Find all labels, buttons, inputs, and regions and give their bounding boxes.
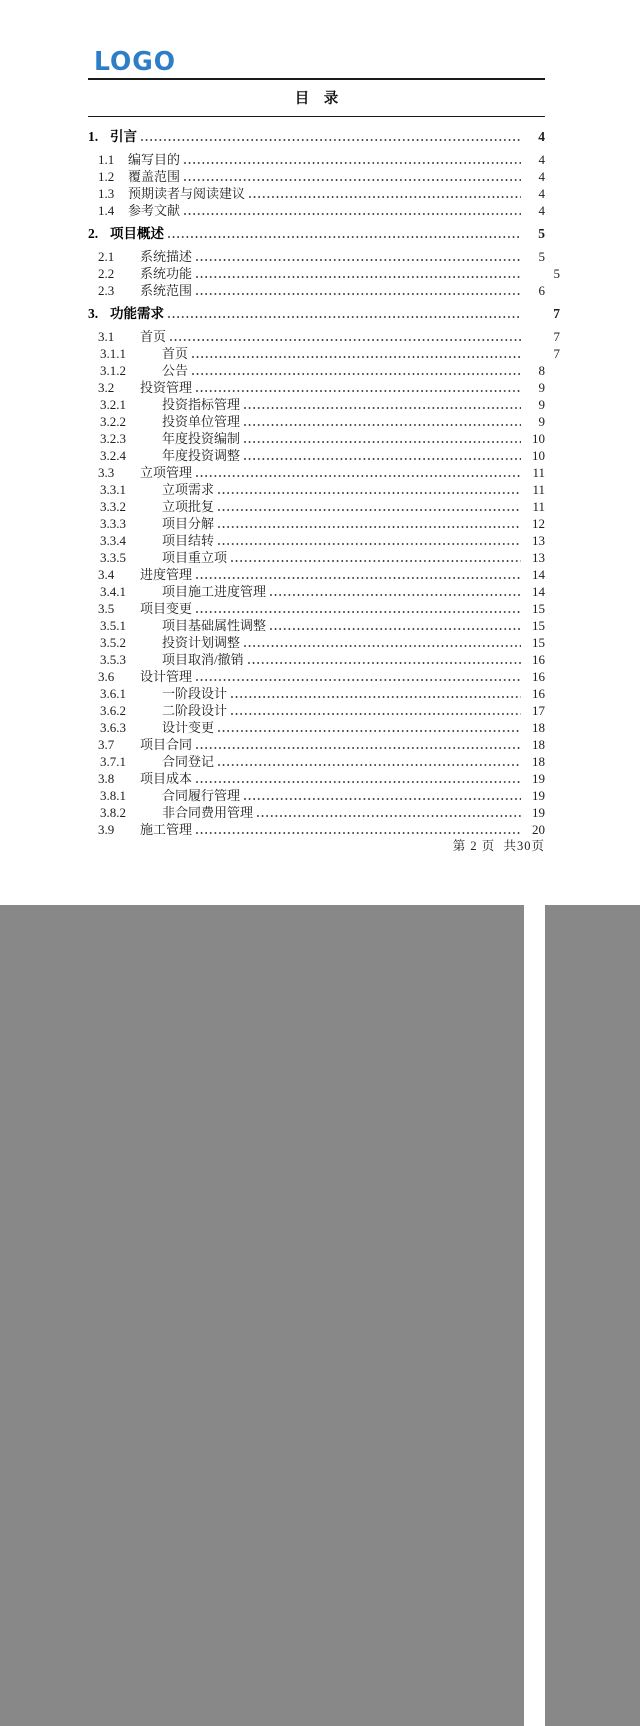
toc-entry-number: 3.2.4 bbox=[100, 448, 126, 463]
toc-dot-leader bbox=[166, 328, 524, 345]
toc-page-number: 14 bbox=[524, 566, 545, 1471]
toc-entry-title: 系统描述 bbox=[140, 249, 193, 264]
toc-entry-title: 年度投资调整 bbox=[162, 448, 241, 463]
toc-entry[interactable] bbox=[88, 345, 560, 362]
toc-entry[interactable] bbox=[88, 770, 545, 787]
toc-page-number: 5 bbox=[524, 248, 545, 1153]
toc-entry-title: 一阶段设计 bbox=[162, 686, 228, 701]
toc-entry-title: 项目重立项 bbox=[162, 550, 228, 565]
toc-entry-number: 1. bbox=[88, 129, 99, 144]
toc-entry[interactable] bbox=[88, 225, 545, 242]
toc-entry[interactable] bbox=[88, 549, 545, 566]
toc-title: 目 录 bbox=[294, 91, 339, 107]
toc-page-number: 7 bbox=[524, 328, 545, 1233]
toc-dot-leader bbox=[240, 430, 524, 447]
toc-entry[interactable] bbox=[88, 515, 545, 532]
toc-entry-number: 2.1 bbox=[98, 249, 115, 264]
toc-entry-number: 3.5.2 bbox=[100, 635, 126, 650]
toc-page-number: 11 bbox=[524, 464, 545, 1369]
toc-dot-leader bbox=[266, 617, 524, 634]
toc-entry-number: 1.1 bbox=[98, 152, 115, 167]
toc-entry-title: 项目成本 bbox=[140, 771, 193, 786]
toc-entry-title: 二阶段设计 bbox=[162, 703, 228, 718]
toc-entry-number: 3.6 bbox=[98, 669, 115, 684]
toc-dot-leader bbox=[188, 345, 524, 362]
toc-dot-leader bbox=[266, 583, 524, 600]
toc-entry-title: 项目施工进度管理 bbox=[162, 584, 267, 599]
toc-entry-title: 覆盖范围 bbox=[128, 169, 181, 184]
toc-entry-number: 3.1.1 bbox=[100, 346, 126, 361]
toc-entry-number: 3.7 bbox=[98, 737, 115, 752]
toc-entry[interactable] bbox=[88, 566, 545, 583]
toc-dot-leader bbox=[192, 265, 524, 282]
toc-dot-leader bbox=[214, 498, 524, 515]
toc-entry-number: 3.6.1 bbox=[100, 686, 126, 701]
toc-dot-leader bbox=[180, 168, 524, 185]
toc-entry[interactable] bbox=[88, 328, 560, 345]
toc-entry-number: 3.2 bbox=[98, 380, 115, 395]
toc-entry-title: 预期读者与阅读建议 bbox=[128, 186, 246, 201]
toc-entry-number: 3.8.1 bbox=[100, 788, 126, 803]
toc-entry-number: 3.3.4 bbox=[100, 533, 126, 548]
toc-page-number: 14 bbox=[524, 583, 545, 1488]
toc-entry-number: 3.6.3 bbox=[100, 720, 126, 735]
toc-entry-title: 设计变更 bbox=[162, 720, 215, 735]
toc-page-number: 8 bbox=[524, 362, 545, 1267]
toc-entry-title: 进度管理 bbox=[140, 567, 193, 582]
toc-dot-leader bbox=[192, 248, 524, 265]
toc-page-number: 13 bbox=[524, 532, 545, 1437]
toc-page-number: 16 bbox=[524, 668, 545, 1573]
toc-entry-title: 项目变更 bbox=[140, 601, 193, 616]
toc-entry-title: 系统功能 bbox=[140, 266, 193, 281]
toc-entry[interactable] bbox=[88, 185, 545, 202]
toc-entry-title: 立项需求 bbox=[162, 482, 215, 497]
toc-entry-number: 3.2.2 bbox=[100, 414, 126, 429]
toc-page-number: 9 bbox=[524, 379, 545, 1284]
toc-page-number: 12 bbox=[524, 515, 545, 1420]
toc-entry-title: 合同履行管理 bbox=[162, 788, 241, 803]
toc-entry[interactable] bbox=[88, 168, 545, 185]
toc-entry[interactable] bbox=[88, 379, 545, 396]
toc-entry-title: 非合同费用管理 bbox=[162, 805, 254, 820]
toc-entry[interactable] bbox=[88, 532, 545, 549]
toc-page-number: 19 bbox=[524, 770, 545, 1675]
toc-entry-number: 3.8.2 bbox=[100, 805, 126, 820]
toc-dot-leader bbox=[214, 515, 524, 532]
toc-page-number: 19 bbox=[524, 804, 545, 1709]
toc-entry-title: 年度投资编制 bbox=[162, 431, 241, 446]
toc-entry-number: 3.3.3 bbox=[100, 516, 126, 531]
toc-entry-title: 首页 bbox=[162, 346, 189, 361]
toc-dot-leader bbox=[227, 549, 524, 566]
toc-list bbox=[88, 128, 560, 838]
toc-entry[interactable] bbox=[88, 265, 560, 282]
toc-dot-leader bbox=[180, 202, 524, 219]
toc-entry-title: 投资管理 bbox=[140, 380, 193, 395]
toc-dot-leader bbox=[214, 532, 524, 549]
toc-entry-title: 设计管理 bbox=[140, 669, 193, 684]
toc-entry[interactable] bbox=[88, 282, 545, 299]
toc-entry-title: 投资单位管理 bbox=[162, 414, 241, 429]
toc-entry-title: 项目基础属性调整 bbox=[162, 618, 267, 633]
toc-page-number: 16 bbox=[524, 651, 545, 1556]
toc-entry[interactable] bbox=[88, 248, 545, 265]
company-logo: LOGO bbox=[94, 46, 177, 76]
toc-dot-leader bbox=[164, 305, 524, 322]
toc-entry[interactable] bbox=[88, 617, 545, 634]
toc-entry[interactable] bbox=[88, 787, 545, 804]
toc-page-number: 7 bbox=[524, 305, 545, 1210]
toc-page-number: 17 bbox=[524, 702, 545, 1607]
toc-entry-title: 项目合同 bbox=[140, 737, 193, 752]
toc-dot-leader bbox=[240, 634, 524, 651]
toc-page-number: 18 bbox=[524, 736, 545, 1641]
toc-page-number: 5 bbox=[524, 265, 545, 1170]
toc-entry-title: 系统范围 bbox=[140, 283, 193, 298]
toc-entry-title: 编写目的 bbox=[128, 152, 181, 167]
toc-entry[interactable] bbox=[88, 634, 545, 651]
toc-entry[interactable] bbox=[88, 804, 545, 821]
toc-page-number: 4 bbox=[524, 202, 545, 1107]
toc-entry-number: 3.2.3 bbox=[100, 431, 126, 446]
toc-page-number: 11 bbox=[524, 481, 545, 1386]
toc-page-number: 7 bbox=[524, 345, 545, 1250]
toc-entry-title: 功能需求 bbox=[110, 306, 164, 321]
toc-dot-leader bbox=[227, 702, 524, 719]
toc-dot-leader bbox=[180, 151, 524, 168]
toc-entry[interactable] bbox=[88, 128, 545, 145]
toc-entry[interactable] bbox=[88, 719, 545, 736]
content-area bbox=[88, 0, 560, 838]
toc-entry-number: 3.8 bbox=[98, 771, 115, 786]
toc-entry[interactable] bbox=[88, 305, 560, 322]
toc-page-number: 4 bbox=[524, 168, 545, 1073]
toc-entry-title: 项目分解 bbox=[162, 516, 215, 531]
toc-entry-number: 2.2 bbox=[98, 266, 115, 281]
toc-dot-leader bbox=[214, 719, 524, 736]
toc-entry[interactable] bbox=[88, 600, 545, 617]
toc-dot-leader bbox=[192, 736, 524, 753]
toc-entry-number: 1.2 bbox=[98, 169, 115, 184]
toc-entry-title: 项目概述 bbox=[110, 226, 164, 241]
toc-entry-title: 项目取消/撤销 bbox=[162, 652, 244, 667]
toc-page-number: 5 bbox=[524, 225, 545, 1130]
toc-entry[interactable] bbox=[88, 151, 545, 168]
toc-entry-number: 3.1.2 bbox=[100, 363, 126, 378]
toc-dot-leader bbox=[192, 600, 524, 617]
toc-entry-number: 2.3 bbox=[98, 283, 115, 298]
toc-entry-number: 3.5.3 bbox=[100, 652, 126, 667]
toc-dot-leader bbox=[253, 804, 524, 821]
toc-dot-leader bbox=[192, 464, 524, 481]
toc-entry[interactable] bbox=[88, 430, 545, 447]
toc-entry[interactable] bbox=[88, 668, 545, 685]
toc-dot-leader bbox=[240, 447, 524, 464]
toc-page-number: 10 bbox=[524, 447, 545, 1352]
toc-entry-title: 投资计划调整 bbox=[162, 635, 241, 650]
toc-entry-number: 3.2.1 bbox=[100, 397, 126, 412]
toc-entry-title: 项目结转 bbox=[162, 533, 215, 548]
toc-entry[interactable] bbox=[88, 413, 545, 430]
toc-entry[interactable] bbox=[88, 481, 545, 498]
toc-dot-leader bbox=[240, 787, 524, 804]
toc-entry-title: 立项批复 bbox=[162, 499, 215, 514]
toc-page-number: 19 bbox=[524, 787, 545, 1692]
toc-dot-leader bbox=[192, 282, 524, 299]
toc-dot-leader bbox=[245, 185, 524, 202]
toc-entry-title: 参考文献 bbox=[128, 203, 181, 218]
toc-page-number: 18 bbox=[524, 719, 545, 1624]
toc-entry-number: 3.5 bbox=[98, 601, 115, 616]
toc-page-number: 13 bbox=[524, 549, 545, 1454]
toc-entry-number: 3.3.2 bbox=[100, 499, 126, 514]
toc-entry[interactable] bbox=[88, 396, 545, 413]
toc-entry[interactable] bbox=[88, 202, 545, 219]
toc-page-number: 4 bbox=[524, 151, 545, 1056]
toc-entry-number: 1.3 bbox=[98, 186, 115, 201]
toc-entry-number: 3.3.5 bbox=[100, 550, 126, 565]
toc-entry-number: 3. bbox=[88, 306, 99, 321]
toc-page-number: 20 bbox=[524, 821, 545, 1726]
toc-page-number: 4 bbox=[524, 128, 545, 1033]
toc-entry-title: 合同登记 bbox=[162, 754, 215, 769]
toc-entry-title: 首页 bbox=[140, 329, 167, 344]
toc-entry[interactable] bbox=[88, 736, 545, 753]
toc-dot-leader bbox=[192, 379, 524, 396]
toc-title-rule bbox=[88, 116, 545, 117]
toc-page-number: 11 bbox=[524, 498, 545, 1403]
toc-page-number: 9 bbox=[524, 396, 545, 1301]
toc-entry[interactable] bbox=[88, 498, 545, 515]
toc-dot-leader bbox=[240, 413, 524, 430]
toc-entry-number: 3.3.1 bbox=[100, 482, 126, 497]
toc-dot-leader bbox=[240, 396, 524, 413]
toc-dot-leader bbox=[188, 362, 524, 379]
toc-page-number: 4 bbox=[524, 185, 545, 1090]
toc-dot-leader bbox=[214, 481, 524, 498]
toc-page-number: 15 bbox=[524, 634, 545, 1539]
toc-page-number: 9 bbox=[524, 413, 545, 1318]
toc-entry-number: 3.6.2 bbox=[100, 703, 126, 718]
toc-dot-leader bbox=[192, 770, 524, 787]
toc-entry-title: 投资指标管理 bbox=[162, 397, 241, 412]
toc-dot-leader bbox=[137, 128, 524, 145]
toc-entry[interactable] bbox=[88, 702, 545, 719]
toc-entry-number: 3.1 bbox=[98, 329, 115, 344]
toc-entry-number: 3.4 bbox=[98, 567, 115, 582]
toc-entry[interactable] bbox=[88, 651, 545, 668]
toc-entry-number: 3.5.1 bbox=[100, 618, 126, 633]
toc-dot-leader bbox=[192, 566, 524, 583]
toc-entry[interactable] bbox=[88, 753, 545, 770]
toc-entry-title: 公告 bbox=[162, 363, 189, 378]
toc-page-number: 15 bbox=[524, 617, 545, 1522]
toc-entry-number: 3.4.1 bbox=[100, 584, 126, 599]
toc-entry-number: 1.4 bbox=[98, 203, 115, 218]
toc-entry[interactable] bbox=[88, 362, 545, 379]
toc-entry-number: 3.3 bbox=[98, 465, 115, 480]
toc-entry-title: 引言 bbox=[110, 129, 137, 144]
toc-dot-leader bbox=[214, 753, 524, 770]
page-footer: 第 2 页 共30页 bbox=[452, 839, 545, 853]
toc-entry[interactable] bbox=[88, 685, 545, 702]
toc-entry-title: 施工管理 bbox=[140, 822, 193, 837]
toc-dot-leader bbox=[192, 668, 524, 685]
toc-page-number: 18 bbox=[524, 753, 545, 1658]
toc-page-number: 15 bbox=[524, 600, 545, 1505]
toc-dot-leader bbox=[164, 225, 524, 242]
toc-page-number: 16 bbox=[524, 685, 545, 1590]
toc-entry-title: 立项管理 bbox=[140, 465, 193, 480]
toc-entry[interactable] bbox=[88, 583, 545, 600]
toc-entry-number: 2. bbox=[88, 226, 99, 241]
toc-entry[interactable] bbox=[88, 447, 545, 464]
toc-page-number: 10 bbox=[524, 430, 545, 1335]
toc-dot-leader bbox=[227, 685, 524, 702]
toc-entry-number: 3.9 bbox=[98, 822, 115, 837]
toc-dot-leader bbox=[244, 651, 524, 668]
toc-entry[interactable] bbox=[88, 464, 545, 481]
toc-entry-number: 3.7.1 bbox=[100, 754, 126, 769]
toc-page-number: 6 bbox=[524, 282, 545, 1187]
